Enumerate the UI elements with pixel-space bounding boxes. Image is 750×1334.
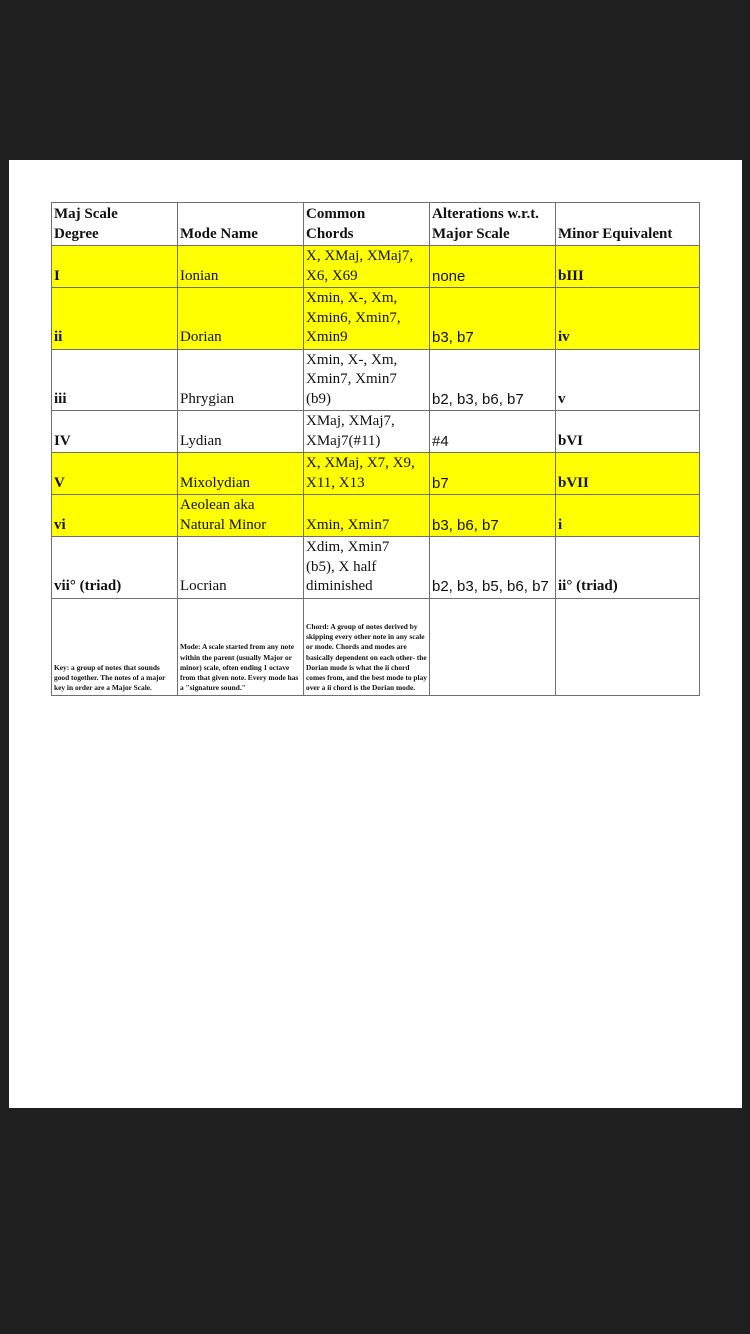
notes-row bbox=[52, 598, 700, 695]
header-minor-equivalent: Minor Equivalent bbox=[556, 203, 700, 246]
chords-cell: Xmin, Xmin7 bbox=[304, 495, 430, 537]
header-common-chords: Common Chords bbox=[304, 203, 430, 246]
table-row bbox=[52, 349, 700, 411]
alterations-cell: b2, b3, b6, b7 bbox=[430, 349, 556, 411]
minor-cell: bVI bbox=[556, 411, 700, 453]
degree-cell: V bbox=[52, 453, 178, 495]
empty-note-cell bbox=[430, 598, 556, 695]
alterations-cell: b7 bbox=[430, 453, 556, 495]
key-definition-note: Key: a group of notes that sounds good together. The notes of a major key in order are a Major Scale. bbox=[52, 598, 178, 695]
degree-cell: vii° (triad) bbox=[52, 537, 178, 599]
chords-cell: X, XMaj, X7, X9, X11, X13 bbox=[304, 453, 430, 495]
minor-cell: v bbox=[556, 349, 700, 411]
degree-cell: I bbox=[52, 246, 178, 288]
chords-cell: Xmin, X-, Xm, Xmin7, Xmin7 (b9) bbox=[304, 349, 430, 411]
empty-note-cell bbox=[556, 598, 700, 695]
table-header-row bbox=[52, 203, 700, 246]
degree-cell: iii bbox=[52, 349, 178, 411]
mode-cell: Mixolydian bbox=[178, 453, 304, 495]
alterations-cell: b2, b3, b5, b6, b7 bbox=[430, 537, 556, 599]
table-row bbox=[52, 288, 700, 350]
degree-cell: IV bbox=[52, 411, 178, 453]
alterations-cell: none bbox=[430, 246, 556, 288]
table-row bbox=[52, 537, 700, 599]
mode-definition-note: Mode: A scale started from any note within the parent (usually Major or minor) scale, often ending 1 octave from that given note. Every mode has a "signature sound." bbox=[178, 598, 304, 695]
table-row bbox=[52, 453, 700, 495]
chords-cell: XMaj, XMaj7, XMaj7(#11) bbox=[304, 411, 430, 453]
mode-cell: Aeolean aka Natural Minor bbox=[178, 495, 304, 537]
header-alterations: Alterations w.r.t. Major Scale bbox=[430, 203, 556, 246]
mode-cell: Lydian bbox=[178, 411, 304, 453]
minor-cell: i bbox=[556, 495, 700, 537]
chords-cell: Xmin, X-, Xm, Xmin6, Xmin7, Xmin9 bbox=[304, 288, 430, 350]
minor-cell: iv bbox=[556, 288, 700, 350]
table-row bbox=[52, 246, 700, 288]
table-row bbox=[52, 495, 700, 537]
chords-cell: X, XMaj, XMaj7, X6, X69 bbox=[304, 246, 430, 288]
mode-cell: Ionian bbox=[178, 246, 304, 288]
mode-cell: Locrian bbox=[178, 537, 304, 599]
mode-cell: Phrygian bbox=[178, 349, 304, 411]
alterations-cell: b3, b6, b7 bbox=[430, 495, 556, 537]
header-degree: Maj Scale Degree bbox=[52, 203, 178, 246]
header-mode-name: Mode Name bbox=[178, 203, 304, 246]
degree-cell: ii bbox=[52, 288, 178, 350]
minor-cell: bVII bbox=[556, 453, 700, 495]
alterations-cell: #4 bbox=[430, 411, 556, 453]
mode-cell: Dorian bbox=[178, 288, 304, 350]
alterations-cell: b3, b7 bbox=[430, 288, 556, 350]
chords-cell: Xdim, Xmin7 (b5), X half diminished bbox=[304, 537, 430, 599]
document-page bbox=[9, 160, 742, 1108]
modes-table bbox=[51, 202, 700, 696]
minor-cell: ii° (triad) bbox=[556, 537, 700, 599]
table-row bbox=[52, 411, 700, 453]
degree-cell: vi bbox=[52, 495, 178, 537]
minor-cell: bIII bbox=[556, 246, 700, 288]
chord-definition-note: Chord: A group of notes derived by skipping every other note in any scale or mode. Chords and modes are basically dependent on each other- the Dorian mode is what the ii chord comes from, and the best mode to play over a ii chord is the Dorian mode. bbox=[304, 598, 430, 695]
